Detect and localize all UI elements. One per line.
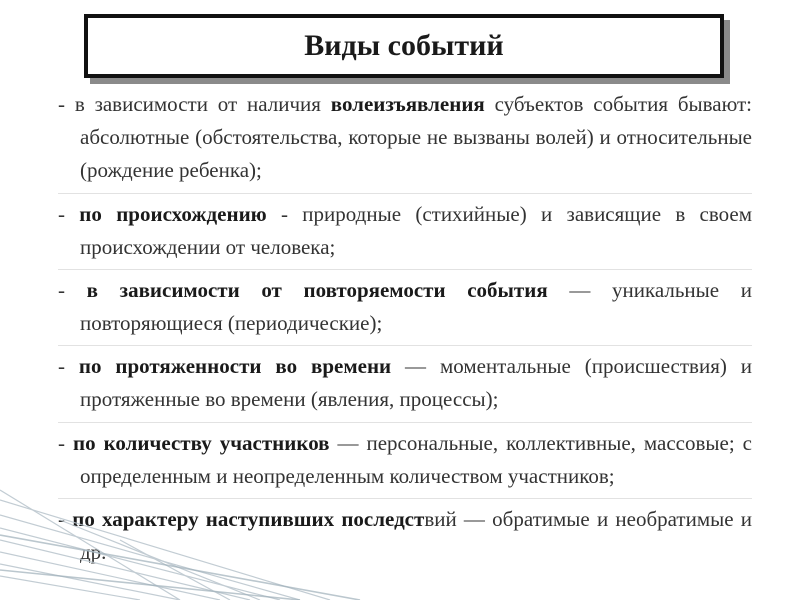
item-emphasis: волеизъявления (330, 92, 485, 116)
content-list (58, 86, 752, 571)
item-emphasis: по характеру наступивших последст (72, 506, 425, 531)
title-box (84, 14, 724, 78)
list-item (58, 269, 752, 342)
item-emphasis: по происхождению (79, 201, 267, 226)
item-text: — персональные, коллективные, массовые; с определенным и неопределенным количеством участников; (80, 430, 752, 488)
item-lead: - (58, 430, 73, 455)
slide-title: Виды событий (304, 29, 504, 62)
item-lead: - (58, 277, 87, 302)
item-paragraph (58, 350, 752, 416)
item-lead: - (58, 354, 79, 379)
list-item (58, 193, 752, 266)
item-paragraph (58, 88, 752, 188)
item-text: — моментальные (происшествия) и протяженные во времени (явления, процессы); (80, 354, 752, 412)
item-text: - природные (стихийные) и зависящие в своем происхождении от человека; (80, 201, 752, 259)
list-item (58, 498, 752, 571)
list-item (58, 86, 752, 190)
item-paragraph (58, 274, 752, 340)
item-lead: - (58, 201, 80, 226)
list-item (58, 422, 752, 495)
item-text: субъектов события бывают: абсолютные (обстоятельства, которые не вызваны волей) и относительные (рождение ребенка); (80, 92, 752, 183)
item-emphasis: по протяженности во времени (78, 354, 392, 379)
item-lead: - в зависимости от наличия (58, 92, 331, 116)
item-paragraph (58, 503, 752, 569)
item-emphasis: в зависимости от повторяемости события (86, 277, 548, 302)
item-text: вий — обратимые и необратимые и др. (80, 506, 752, 565)
item-text: — уникальные и повторяющиеся (периодические); (80, 277, 752, 336)
list-item (58, 345, 752, 418)
item-lead: - (58, 506, 73, 531)
item-paragraph (58, 198, 752, 264)
item-emphasis: по количеству участников (73, 430, 330, 455)
item-paragraph (58, 427, 752, 493)
